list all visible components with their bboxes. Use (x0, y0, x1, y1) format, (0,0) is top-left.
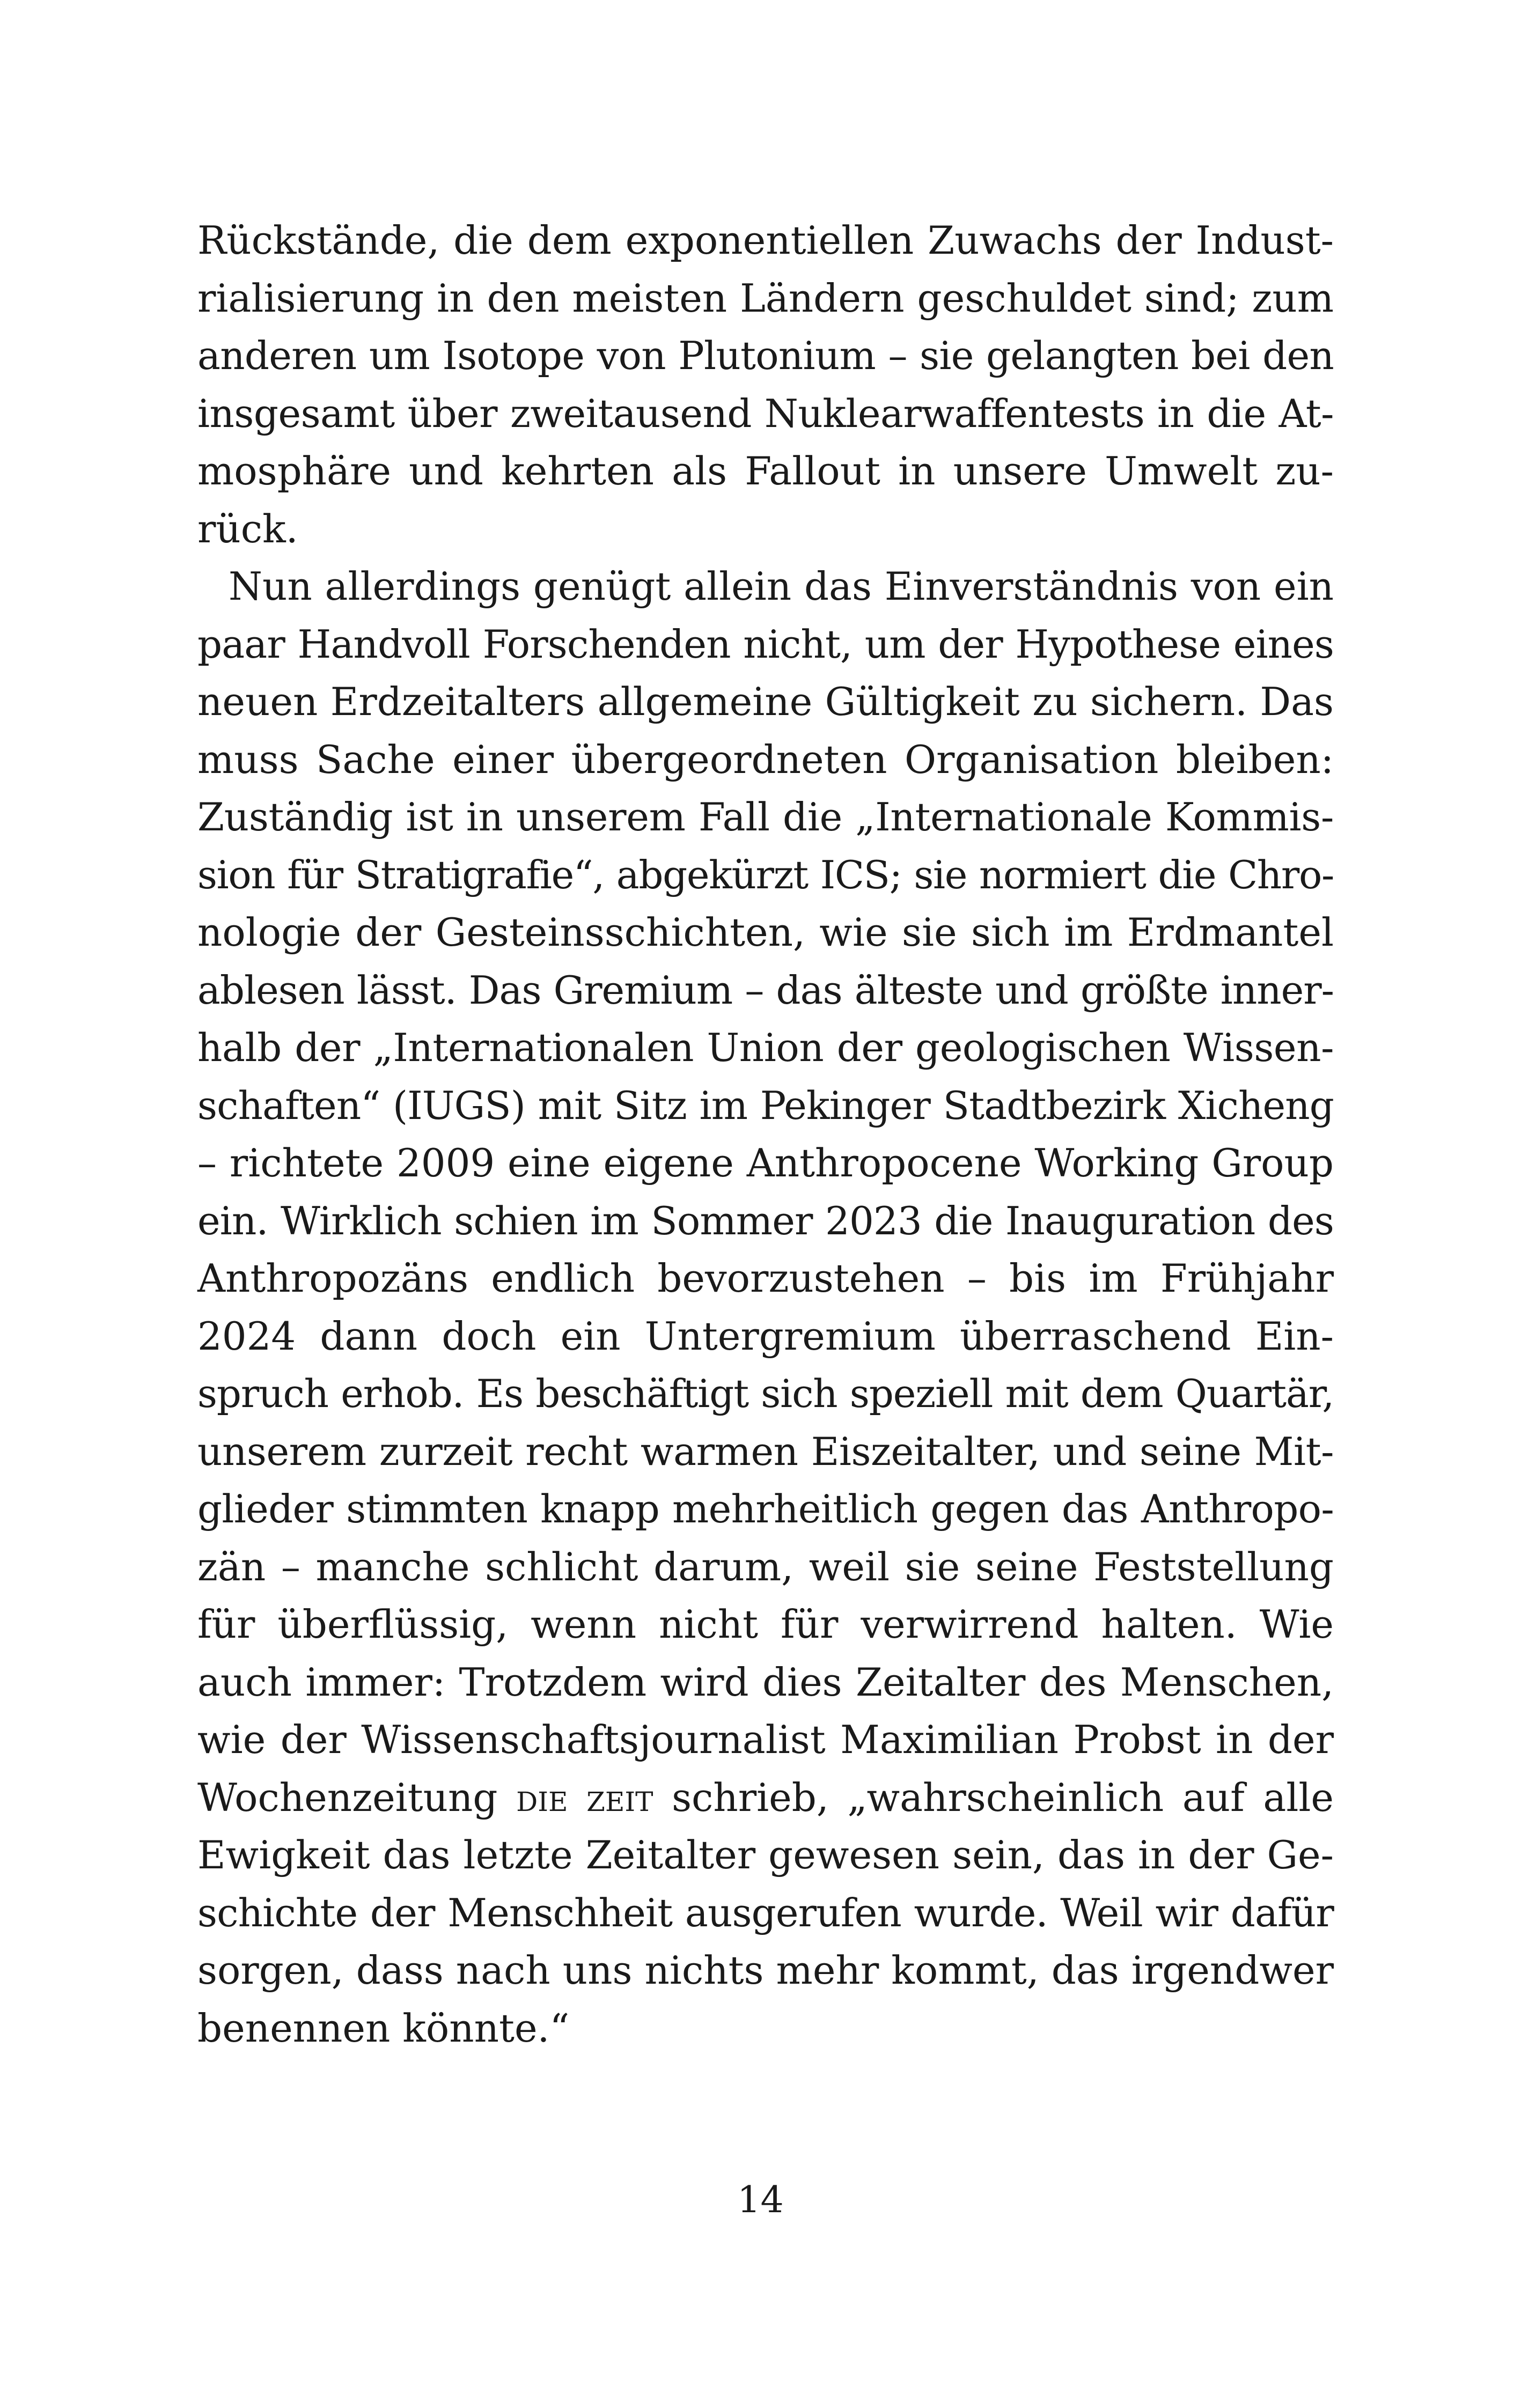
text-line: Nun allerdings genügt allein das Einverständnis von ein (229, 564, 1334, 609)
text-line: 2024 dann doch ein Untergremium überraschend Ein- (197, 1313, 1334, 1359)
text-line: paar Handvoll Forschenden nicht, um der Hypothese eines (197, 621, 1334, 667)
text-line: Anthropozäns endlich bevorzustehen – bis im Frühjahr (197, 1256, 1334, 1301)
text-line: neuen Erdzeitalters allgemeine Gültigkeit zu sichern. Das (197, 679, 1334, 724)
text-line: benennen könnte.“ (197, 2005, 570, 2051)
text-line: mosphäre und kehrten als Fallout in unsere Umwelt zu- (197, 448, 1334, 494)
text-line: ablesen lässt. Das Gremium – das älteste und größte inner- (197, 967, 1334, 1013)
text-line: wie der Wissenschaftsjournalist Maximilian Probst in der (197, 1717, 1334, 1762)
text-line: sorgen, dass nach uns nichts mehr kommt, das irgendwer (197, 1948, 1334, 1993)
text-segment: Wochenzeitung (197, 1774, 517, 1820)
text-line: zän – manche schlicht darum, weil sie seine Feststellung (197, 1544, 1334, 1589)
text-line: glieder stimmten knapp mehrheitlich gegen das Anthropo- (197, 1486, 1334, 1531)
text-line: schaften“ (IUGS) mit Sitz im Pekinger Stadtbezirk Xicheng (197, 1083, 1334, 1128)
text-line: insgesamt über zweitausend Nuklearwaffentests in die At- (197, 391, 1334, 436)
text-line: muss Sache einer übergeordneten Organisation bleiben: (197, 737, 1334, 782)
text-line (197, 1769, 1334, 1827)
text-line: anderen um Isotope von Plutonium – sie gelangten bei den (197, 333, 1334, 378)
body-text (197, 212, 1334, 2057)
text-line: halb der „Internationalen Union der geologischen Wissen- (197, 1025, 1334, 1070)
text-line: unserem zurzeit recht warmen Eiszeitalter, und seine Mit- (197, 1428, 1334, 1474)
text-line: auch immer: Trotzdem wird dies Zeitalter des Menschen, (197, 1659, 1334, 1705)
text-line: Ewigkeit das letzte Zeitalter gewesen sein, das in der Ge- (197, 1832, 1334, 1877)
text-line: für überflüssig, wenn nicht für verwirrend halten. Wie (197, 1602, 1334, 1647)
publication-name: die zeit (516, 1774, 653, 1820)
text-line: Zuständig ist in unserem Fall die „Internationale Kommis- (197, 794, 1334, 840)
text-line: nologie der Gesteinsschichten, wie sie sich im Erdmantel (197, 910, 1334, 955)
text-line: schichte der Menschheit ausgerufen wurde. Weil wir dafür (197, 1890, 1334, 1935)
page-number: 14 (737, 2179, 784, 2221)
text-segment: schrieb, „wahrscheinlich auf alle (653, 1774, 1334, 1820)
text-line: – richtete 2009 eine eigene Anthropocene Working Group (197, 1140, 1334, 1185)
text-line: rialisierung in den meisten Ländern geschuldet sind; zum (197, 275, 1334, 321)
text-line: spruch erhob. Es beschäftigt sich speziell mit dem Quartär, (197, 1371, 1334, 1416)
text-line: rück. (197, 506, 298, 551)
text-line: ein. Wirklich schien im Sommer 2023 die Inauguration des (197, 1198, 1334, 1243)
text-line: sion für Stratigrafie“, abgekürzt ICS; sie normiert die Chro- (197, 852, 1334, 897)
text-line: Rückstände, die dem exponentiellen Zuwachs der Indust- (197, 218, 1334, 263)
